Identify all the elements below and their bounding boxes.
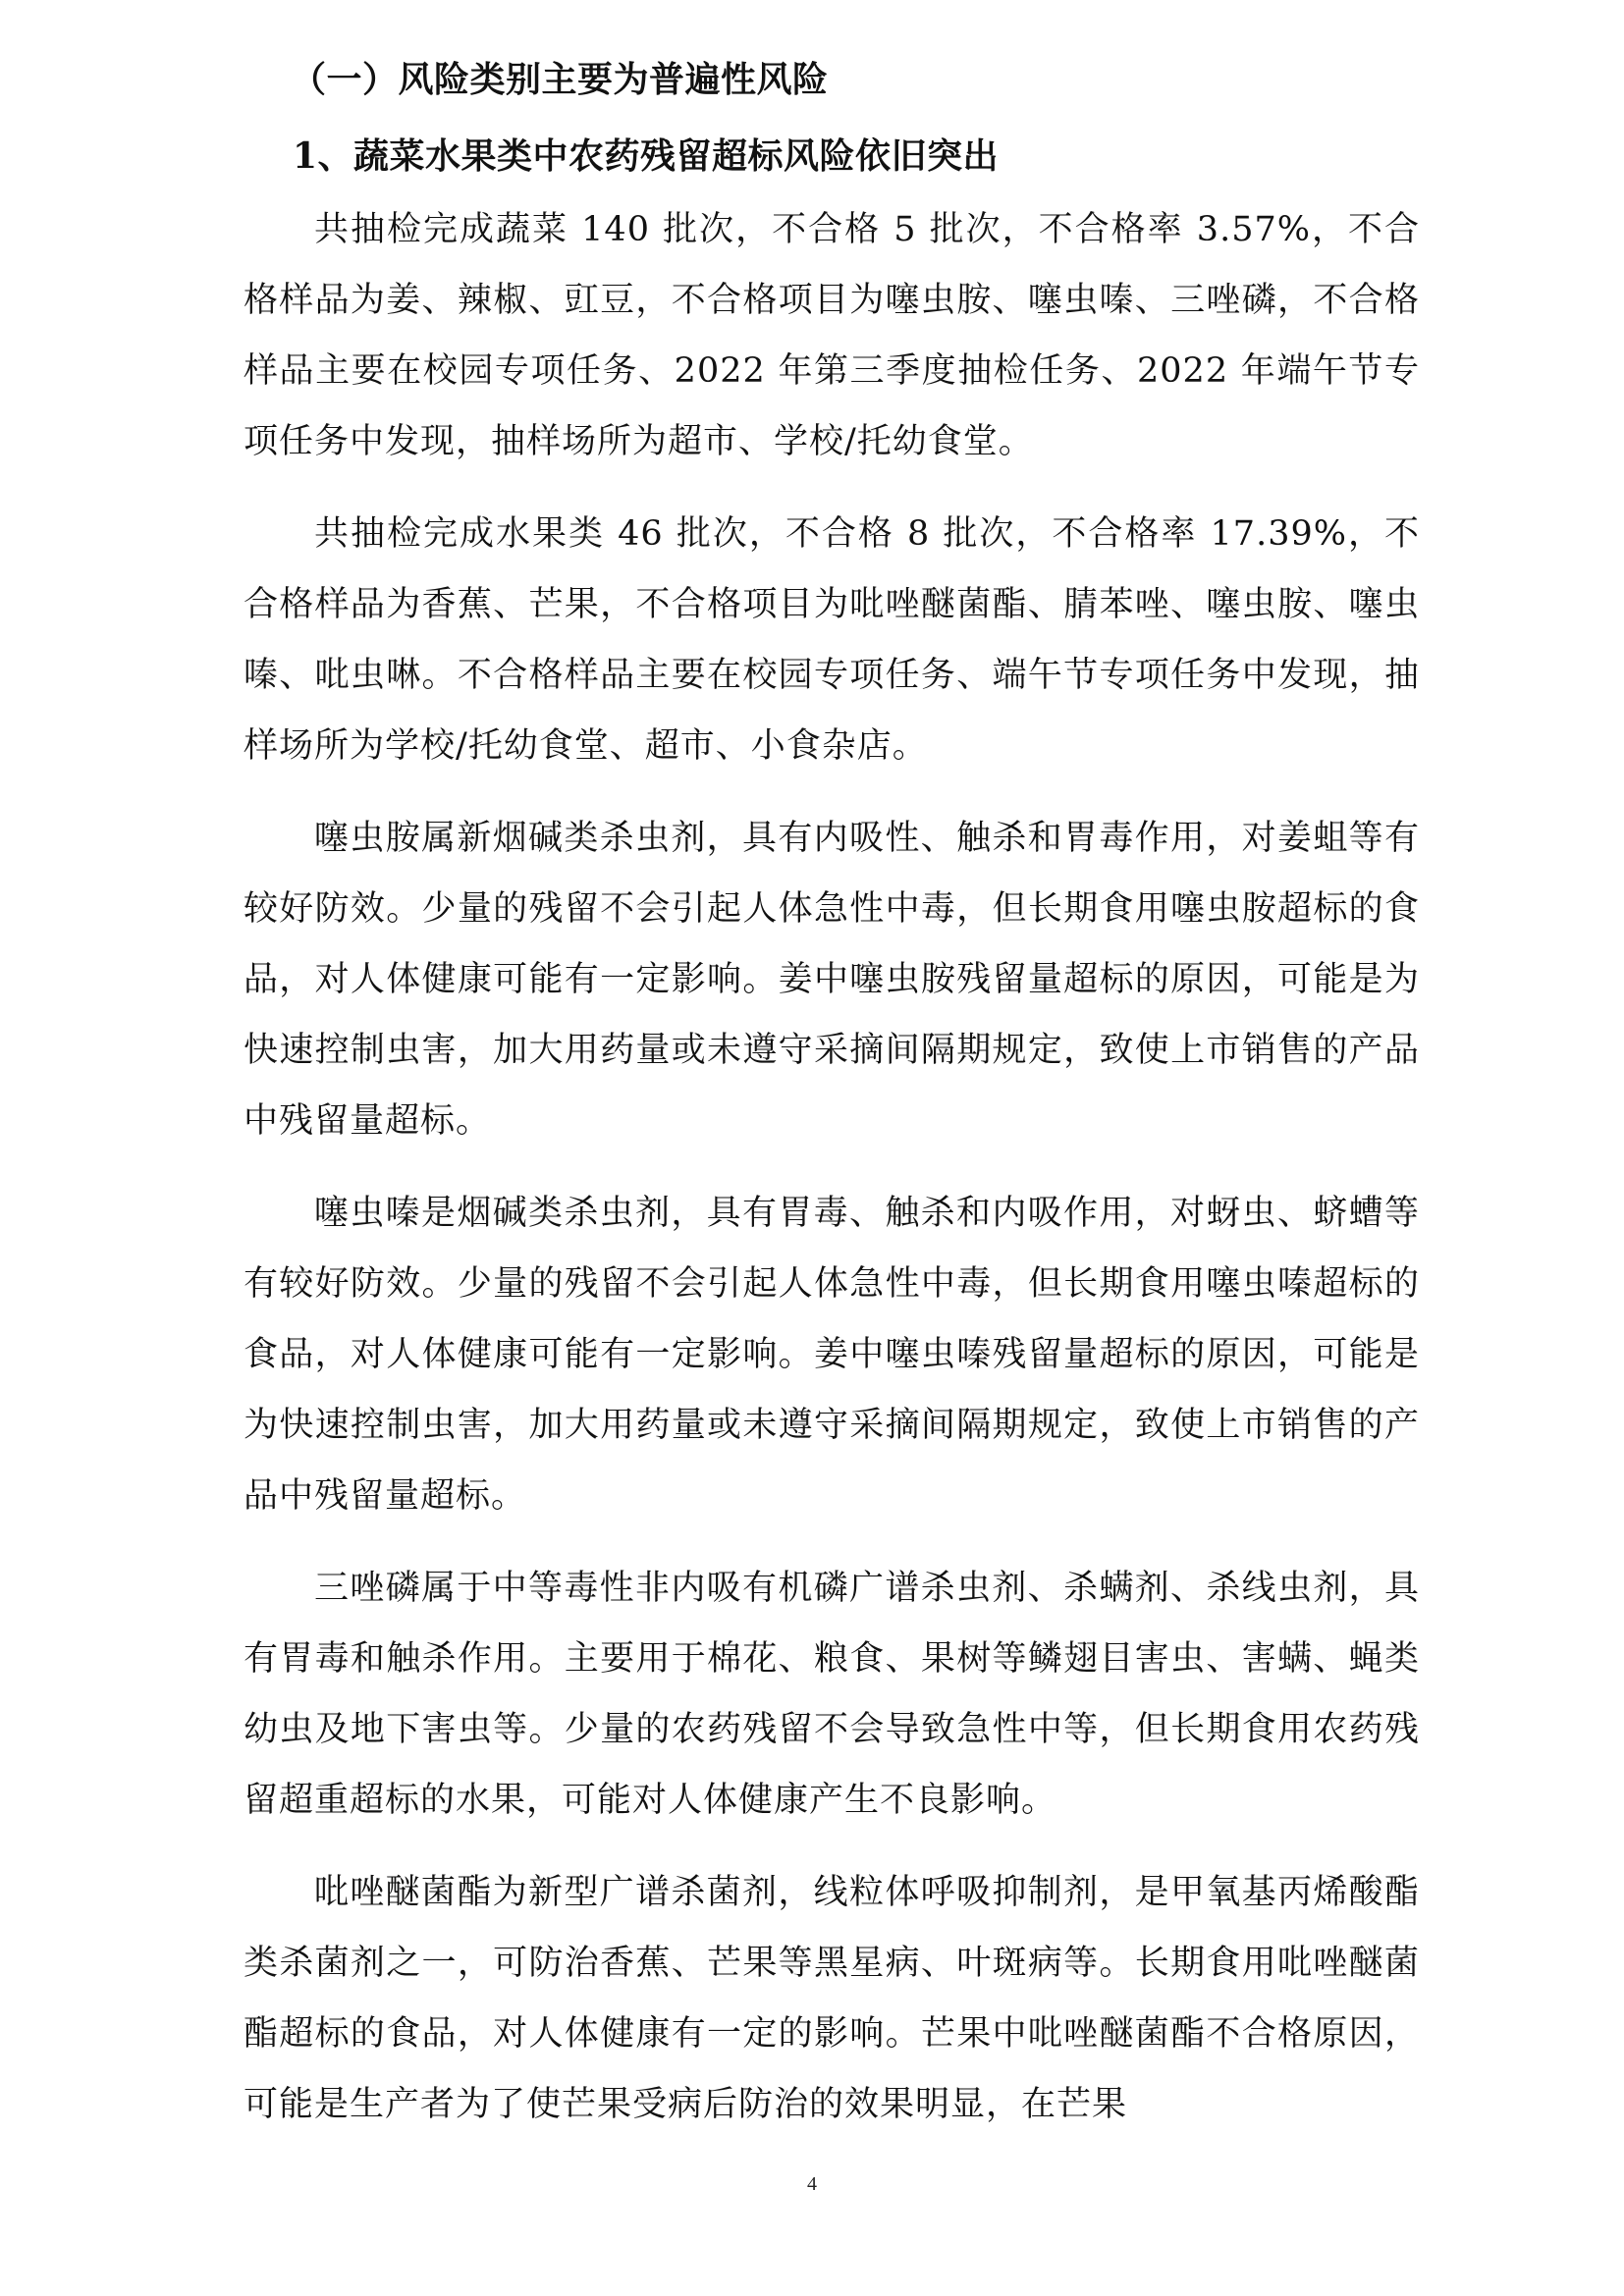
subsection-heading: 1、蔬菜水果类中农药残留超标风险依旧突出 (293, 135, 1000, 177)
paragraph-clothianidin: 噻虫胺属新烟碱类杀虫剂，具有内吸性、触杀和胃毒作用，对姜蛆等有较好防效。少量的残留不会引起人体急性中毒，但长期食用噻虫胺超标的食品，对人体健康可能有一定影响。姜中噻虫胺残留量超标的原因，可能是为快速控制虫害，加大用药量或未遵守采摘间隔期规定，致使上市销售的产品中残留量超标。 (244, 819, 1420, 1141)
paragraph-triazophos: 三唑磷属于中等毒性非内吸有机磷广谱杀虫剂、杀螨剂、杀线虫剂，具有胃毒和触杀作用。主要用于棉花、粮食、果树等鳞翅目害虫、害螨、蝇类幼虫及地下害虫等。少量的农药残留不会导致急性中等，但长期食用农药残留超重超标的水果，可能对人体健康产生不良影响。 (244, 1569, 1420, 1820)
paragraph-pyraclostrobin: 吡唑醚菌酯为新型广谱杀菌剂，线粒体呼吸抑制剂，是甲氧基丙烯酸酯类杀菌剂之一，可防治香蕉、芒果等黑星病、叶斑病等。长期食用吡唑醚菌酯超标的食品，对人体健康有一定的影响。芒果中吡唑醚菌酯不合格原因，可能是生产者为了使芒果受病后防治的效果明显，在芒果 (244, 1873, 1420, 2124)
page-body (244, 41, 1420, 2140)
paragraph-fruits: 共抽检完成水果类 46 批次，不合格 8 批次，不合格率 17.39%，不合格样品为香蕉、芒果，不合格项目为吡唑醚菌酯、腈苯唑、噻虫胺、噻虫嗪、吡虫啉。不合格样品主要在校园专项任务、端午节专项任务中发现，抽样场所为学校/托幼食堂、超市、小食杂店。 (244, 514, 1420, 766)
section-heading: （一）风险类别主要为普遍性风险 (291, 59, 829, 100)
paragraph-thiamethoxam: 噻虫嗪是烟碱类杀虫剂，具有胃毒、触杀和内吸作用，对蚜虫、蛴螬等有较好防效。少量的残留不会引起人体急性中毒，但长期食用噻虫嗪超标的食品，对人体健康可能有一定影响。姜中噻虫嗪残留量超标的原因，可能是为快速控制虫害，加大用药量或未遵守采摘间隔期规定，致使上市销售的产品中残留量超标。 (244, 1194, 1420, 1516)
page-number: 4 (807, 2173, 817, 2195)
paragraph-vegetables: 共抽检完成蔬菜 140 批次，不合格 5 批次，不合格率 3.57%，不合格样品为姜、辣椒、豇豆，不合格项目为噻虫胺、噻虫嗪、三唑磷，不合格样品主要在校园专项任务、2022 年第三季度抽检任务、2022 年端午节专项任务中发现，抽样场所为超市、学校/托幼食堂。 (244, 210, 1420, 461)
